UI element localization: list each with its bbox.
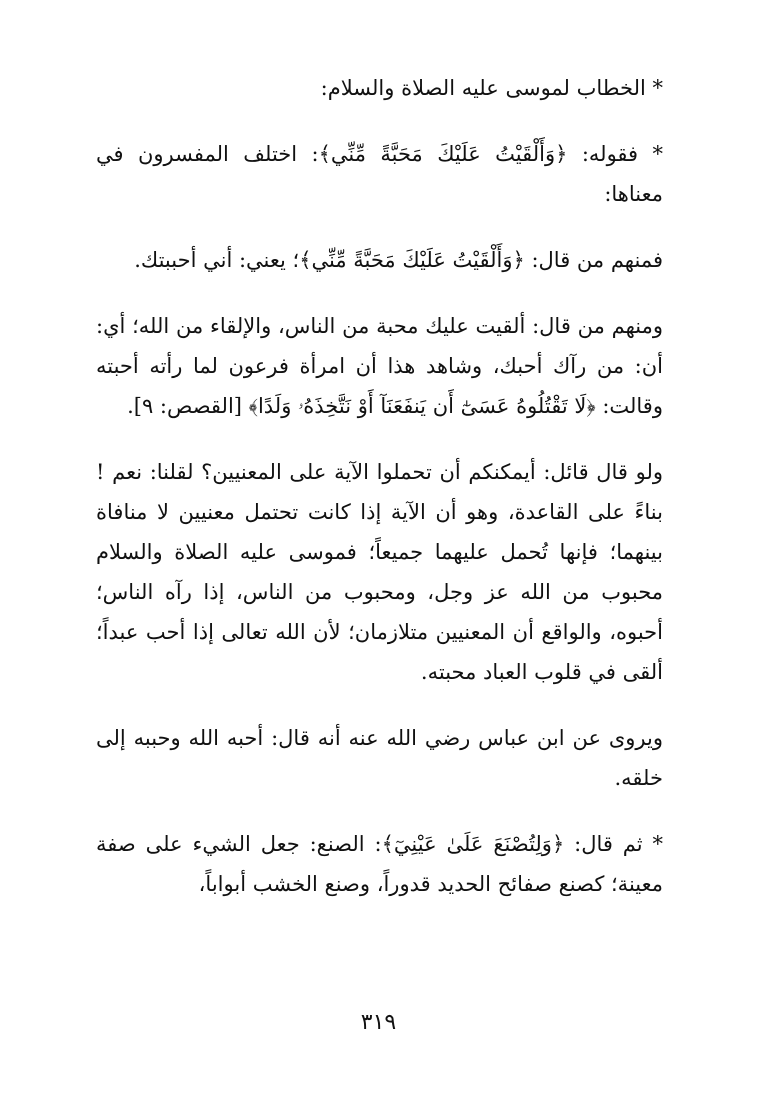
page-number: ٣١٩ xyxy=(360,1010,397,1035)
paragraph-sunʿ-explanation: * ثم قال: ﴿وَلِتُصْنَعَ عَلَىٰ عَيْنِيٓ﴾: الصنع: جعل الشيء على صفة معينة؛ كصنع صفائح الحديد قدوراً، وصنع الخشب أبواباً، xyxy=(96,832,663,896)
paragraph-address-to-musa: * الخطاب لموسى عليه الصلاة والسلام: xyxy=(320,76,663,100)
paragraph-verse-interpretation: * فقوله: ﴿وَأَلْقَيْتُ عَلَيْكَ مَحَبَّةً مِّنِّي﴾: اختلف المفسرون في معناها: xyxy=(96,142,663,206)
paragraph-both-meanings: ولو قال قائل: أيمكنكم أن تحملوا الآية على المعنيين؟ لقلنا: نعم ! بناءً على القاعدة، وهو أن الآية إذا كانت تحتمل معنيين لا منافاة بينهما؛ فإنها تُحمل عليهما جميعاً؛ فموسى عليه الصلاة والسلام محبوب من الله عز وجل، ومحبوب من الناس، إذا رآه الناس؛ أحبوه، والواقع أن المعنيين متلازمان؛ لأن الله تعالى إذا أحب عبداً؛ ألقى في قلوب العباد محبته. xyxy=(96,460,663,684)
paragraph-ibn-abbas: ويروى عن ابن عباس رضي الله عنه أنه قال: أحبه الله وحببه إلى خلقه. xyxy=(96,726,663,790)
paragraph-second-opinion: ومنهم من قال: ألقيت عليك محبة من الناس، والإلقاء من الله؛ أي: أن: من رآك أحبك، وشاهد هذا أن امرأة فرعون لما رأته أحبته وقالت: ﴿لَا تَقْتُلُوهُ عَسَىٰٓ أَن يَنفَعَنَآ أَوْ نَتَّخِذَهُۥ وَلَدًا﴾ [القصص: ٩]. xyxy=(96,314,663,418)
paragraph-first-opinion: فمنهم من قال: ﴿وَأَلْقَيْتُ عَلَيْكَ مَحَبَّةً مِّنِّي﴾؛ يعني: أني أحببتك. xyxy=(134,248,663,272)
page-body xyxy=(96,68,663,1028)
